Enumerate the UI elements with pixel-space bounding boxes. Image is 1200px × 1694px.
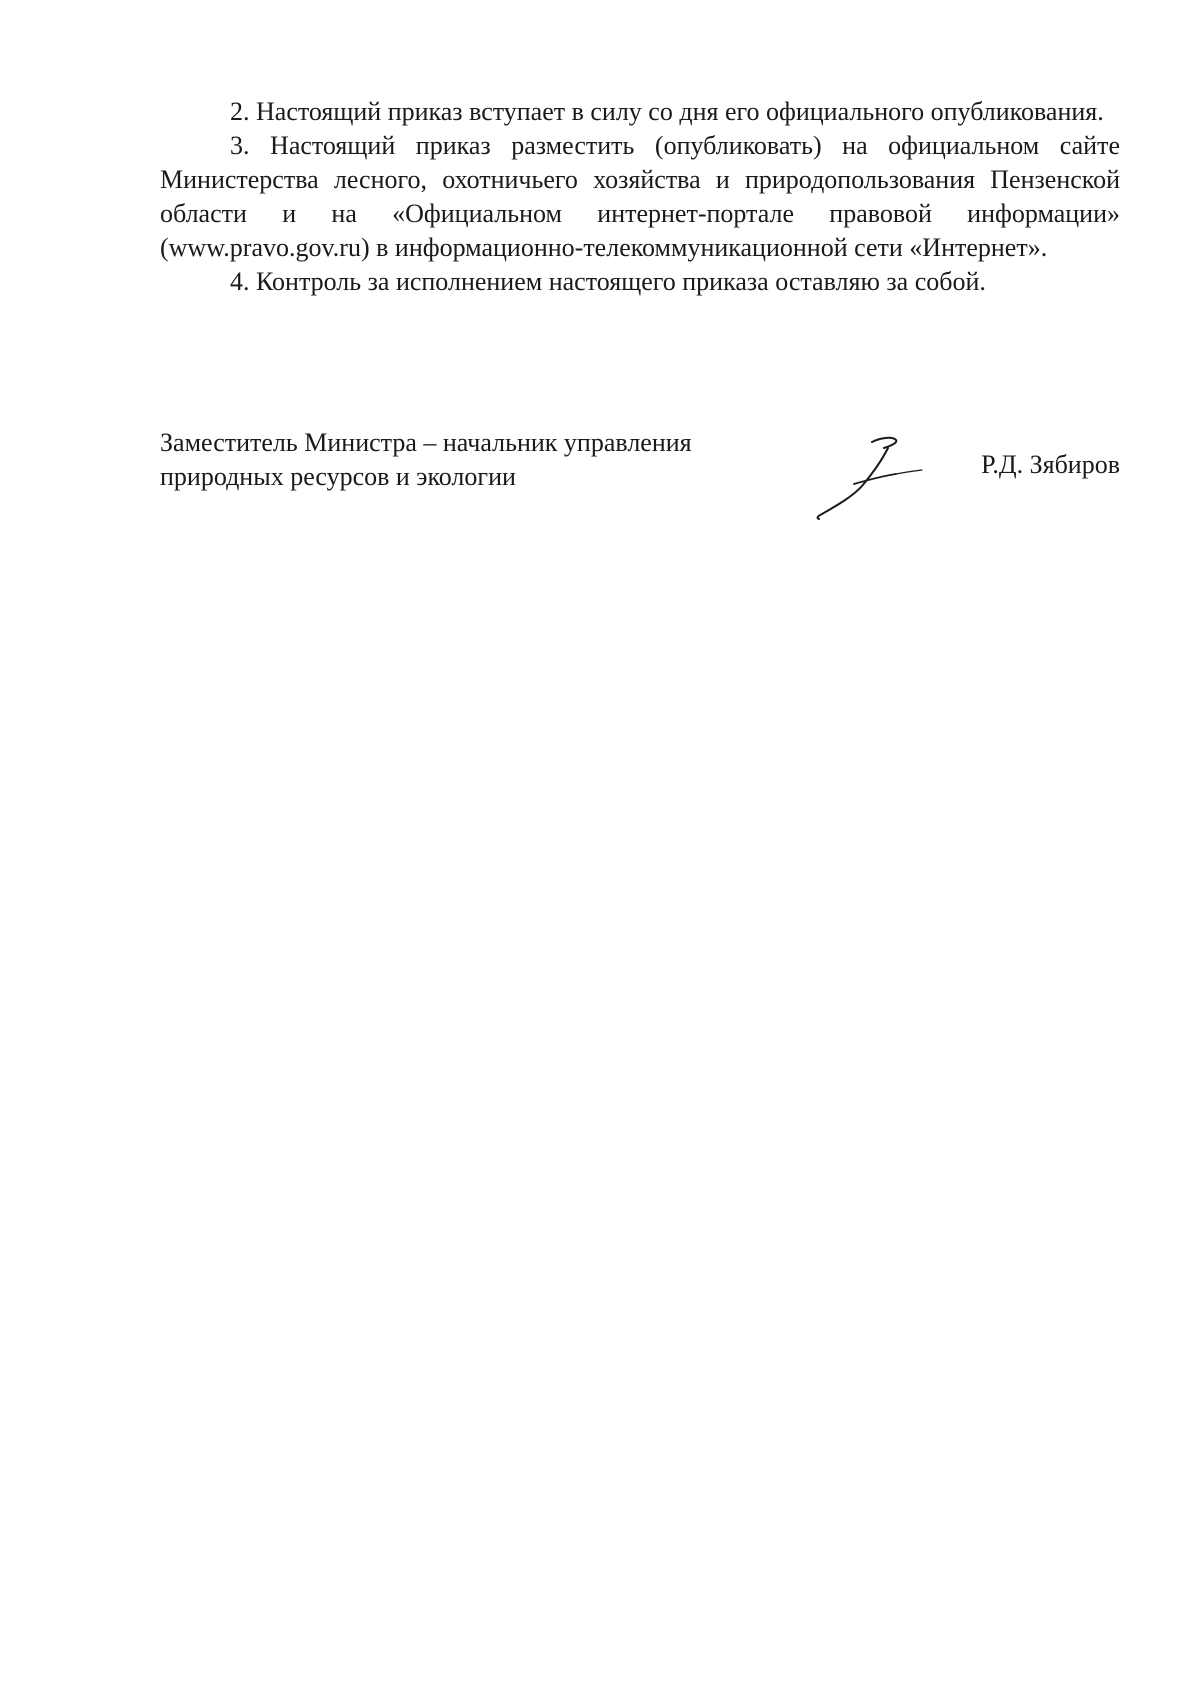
- paragraph-4: 4. Контроль за исполнением настоящего приказа оставляю за собой.: [230, 267, 986, 296]
- signature-block: [160, 426, 1120, 546]
- signatory-position-line-1: Заместитель Министра – начальник управления: [160, 428, 692, 457]
- paragraph-3: 3. Настоящий приказ разместить (опубликовать) на официальном сайте Министерства лесного, охотничьего хозяйства и природопользования Пензенской области и на «Официальном интернет-портале правовой информации» (www.pravo.gov.ru) в информационно-телекоммуникационной сети «Интернет».: [160, 131, 1120, 262]
- handwritten-signature: [810, 434, 930, 524]
- paragraph-2: 2. Настоящий приказ вступает в силу со дня его официального опубликования.: [230, 97, 1104, 126]
- signatory-position-line-2: природных ресурсов и экологии: [160, 462, 516, 491]
- signatory-name: Р.Д. Зябиров: [981, 450, 1120, 479]
- order-body: [160, 95, 1120, 299]
- signatory-position: [160, 426, 800, 494]
